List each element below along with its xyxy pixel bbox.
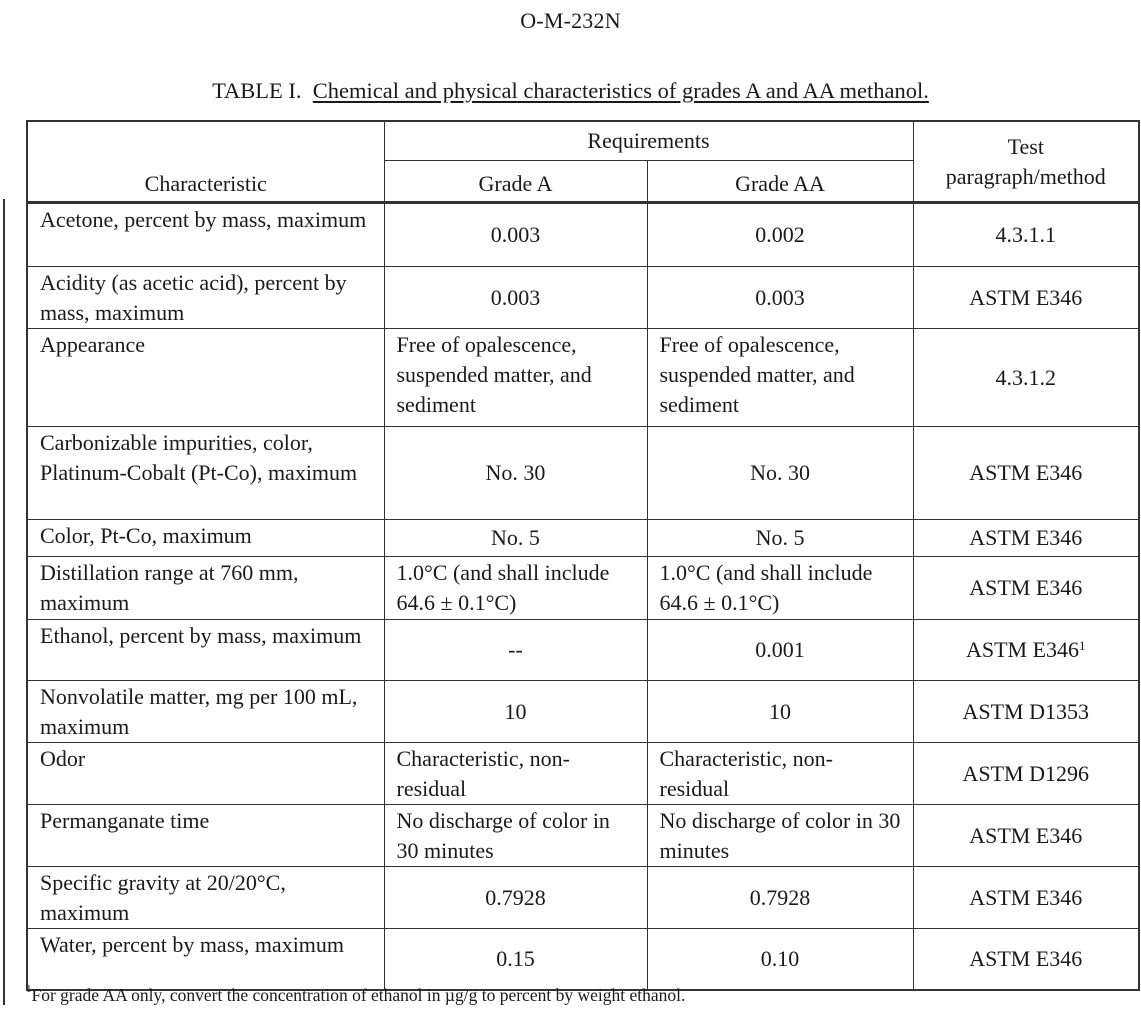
table-row [27,929,1139,990]
method-text: ASTM E346 [969,884,1083,910]
cell-grade-a: Free of opalescence, suspended matter, and sediment [384,329,647,427]
cell-characteristic: Specific gravity at 20/20°C, maximum [27,867,384,929]
cell-characteristic: Acetone, percent by mass, maximum [27,203,384,267]
table-row [27,805,1139,867]
method-text: ASTM E346 [969,945,1083,971]
document-id: O-M-232N [520,8,621,33]
cell-test-method [913,267,1139,329]
method-text: ASTM E346 [965,637,1080,662]
header-test-line1: Test [1007,133,1044,159]
method-text: 4.3.1.2 [995,364,1057,390]
footnote-marker: 1 [26,983,32,995]
method-text: ASTM E346 [969,822,1083,848]
characteristics-table [26,120,1140,991]
method-text: ASTM E346 [969,460,1083,485]
table-row [27,681,1139,743]
footnote-text: For grade AA only, convert the concentration of ethanol in µg/g to percent by weight ethanol. [31,985,686,1005]
cell-characteristic: Distillation range at 760 mm, maximum [27,557,384,620]
cell-grade-a: 0.003 [384,203,647,267]
method-text: ASTM E346 [969,525,1083,550]
cell-grade-a: No discharge of color in 30 minutes [384,805,647,867]
cell-grade-aa: 0.7928 [647,867,913,929]
table-row [27,520,1139,557]
cell-grade-a: 1.0°C (and shall include 64.6 ± 0.1°C) [384,557,647,620]
header-requirements: Requirements [384,121,913,161]
method-text: ASTM E346 [969,284,1083,310]
cell-test-method [913,867,1139,929]
cell-grade-aa: 0.002 [647,203,913,267]
header-grade-aa: Grade AA [647,161,913,203]
cell-test-method [913,329,1139,427]
cell-test-method [913,203,1139,267]
cell-characteristic: Carbonizable impurities, color, Platinum-Cobalt (Pt-Co), maximum [27,427,384,520]
cell-grade-aa: Free of opalescence, suspended matter, and sediment [647,329,913,427]
cell-grade-aa: No. 5 [647,520,913,557]
cell-characteristic: Appearance [27,329,384,427]
table-row [27,203,1139,267]
caption-label: TABLE I. [212,78,302,103]
footnote [26,985,685,1006]
header-characteristic: Characteristic [27,121,384,203]
cell-test-method [913,929,1139,990]
cell-grade-a: Characteristic, non-residual [384,743,647,805]
cell-grade-aa: No discharge of color in 30 minutes [647,805,913,867]
change-bar [3,199,5,1005]
cell-test-method [913,805,1139,867]
table-row [27,620,1139,681]
cell-test-method [913,520,1139,557]
method-text: ASTM E346 [969,575,1083,600]
header-grade-a: Grade A [384,161,647,203]
cell-test-method [913,427,1139,520]
table-row [27,427,1139,520]
cell-characteristic: Color, Pt-Co, maximum [27,520,384,557]
cell-characteristic: Permanganate time [27,805,384,867]
cell-grade-a: No. 30 [384,427,647,520]
cell-grade-a: 0.15 [384,929,647,990]
cell-grade-aa: No. 30 [647,427,913,520]
cell-grade-aa: 0.10 [647,929,913,990]
caption-title: Chemical and physical characteristics of grades A and AA methanol. [312,78,929,103]
cell-test-method [913,743,1139,805]
table-row [27,743,1139,805]
cell-test-method [913,681,1139,743]
cell-grade-aa: 1.0°C (and shall include 64.6 ± 0.1°C) [647,557,913,620]
cell-grade-a: 0.003 [384,267,647,329]
header-test-line2: paragraph/method [945,163,1106,189]
method-text: 4.3.1.1 [995,222,1057,247]
cell-grade-a: No. 5 [384,520,647,557]
method-text: ASTM D1296 [962,760,1090,786]
table-caption [0,78,1141,104]
cell-grade-aa: Characteristic, non-residual [647,743,913,805]
cell-characteristic: Ethanol, percent by mass, maximum [27,620,384,681]
cell-grade-aa: 0.003 [647,267,913,329]
cell-characteristic: Nonvolatile matter, mg per 100 mL, maximum [27,681,384,743]
header-test-method [913,121,1139,203]
cell-characteristic: Acidity (as acetic acid), percent by mass, maximum [27,267,384,329]
table-body [27,203,1139,990]
cell-grade-aa: 0.001 [647,620,913,681]
cell-grade-a: 0.7928 [384,867,647,929]
method-text: ASTM D1353 [962,698,1090,724]
cell-test-method [913,557,1139,620]
cell-grade-aa: 10 [647,681,913,743]
cell-characteristic: Odor [27,743,384,805]
table-row [27,867,1139,929]
cell-grade-a: 10 [384,681,647,743]
table-row [27,329,1139,427]
cell-grade-a: -- [384,620,647,681]
method-footnote-ref: 1 [1079,638,1086,653]
cell-test-method [913,620,1139,681]
table-row [27,557,1139,620]
table-row [27,267,1139,329]
cell-characteristic: Water, percent by mass, maximum [27,929,384,990]
